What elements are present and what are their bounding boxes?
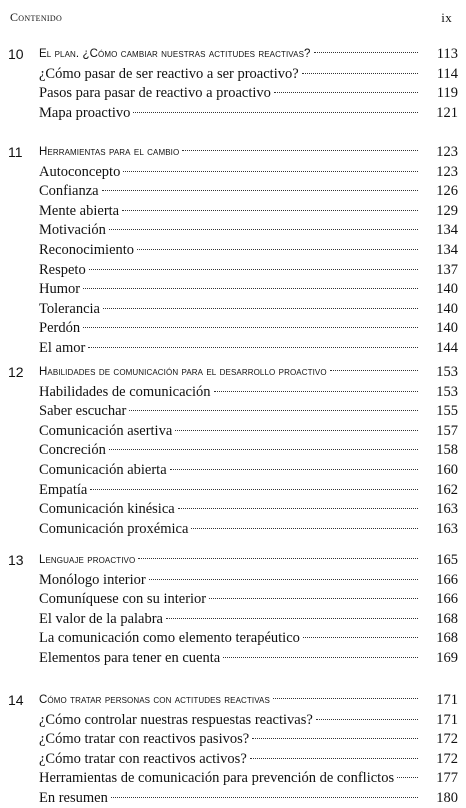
page-ref: 171: [436, 711, 458, 728]
entry-title: Reconocimiento: [39, 242, 135, 258]
dot-leader: [111, 796, 418, 798]
page-ref: 163: [436, 501, 458, 518]
dot-leader: [182, 149, 418, 151]
entry-title: Tolerancia: [39, 300, 100, 317]
entry-row[interactable]: [0, 260, 466, 280]
entry-title: El valor de la palabra: [39, 610, 163, 627]
dot-leader: [250, 757, 418, 759]
entry-row[interactable]: [0, 220, 466, 240]
entry-row[interactable]: [0, 299, 466, 319]
page-ref: 177: [436, 770, 458, 787]
entry-row[interactable]: [0, 240, 466, 260]
entry-row[interactable]: [0, 729, 466, 749]
dot-leader: [316, 718, 418, 720]
dot-leader: [178, 507, 418, 509]
page-ref: 163: [436, 520, 458, 537]
page-ref: 168: [436, 630, 458, 647]
entry-row[interactable]: [0, 460, 466, 480]
entry-title: Monólogo interior: [39, 571, 146, 588]
dot-leader: [109, 228, 418, 230]
page-ref: 121: [436, 104, 458, 121]
entry-row[interactable]: [0, 83, 466, 103]
dot-leader: [191, 527, 418, 529]
entry-title: ¿Cómo pasar de ser reactivo a ser proactivo?: [39, 65, 299, 82]
entry-row[interactable]: [0, 480, 466, 500]
running-head-title: Contenido: [10, 10, 63, 24]
entry-title: Concreción: [39, 442, 106, 459]
dot-leader: [83, 287, 418, 289]
entry-row[interactable]: [0, 103, 466, 123]
chapter-title: Cómo tratar personas con actitudes reactivas: [39, 694, 270, 706]
entry-title: Respeto: [39, 261, 86, 278]
page-ref: 158: [436, 442, 458, 459]
entry-row[interactable]: [0, 181, 466, 201]
entry-row[interactable]: [0, 589, 466, 609]
dot-leader: [273, 697, 418, 699]
dot-leader: [83, 326, 418, 328]
chapter-title: El plan. ¿Cómo cambiar nuestras actitudes reactivas?: [39, 48, 311, 60]
entry-title: ¿Cómo tratar con reactivos activos?: [39, 750, 247, 767]
dot-leader: [109, 448, 418, 450]
dot-leader: [129, 409, 418, 411]
entry-row[interactable]: [0, 162, 466, 182]
entry-row[interactable]: [0, 201, 466, 221]
page-ref: 165: [436, 552, 458, 568]
chapter-number: 12: [8, 364, 24, 380]
dot-leader: [209, 597, 418, 599]
page-ref: 155: [436, 403, 458, 420]
entry-row[interactable]: [0, 570, 466, 590]
entry-row[interactable]: [0, 519, 466, 539]
chapter-number: 11: [8, 144, 23, 160]
page-ref: 160: [436, 462, 458, 478]
entry-title: Mapa proactivo: [39, 104, 131, 121]
entry-title: El amor: [39, 340, 86, 356]
entry-title: Perdón: [39, 320, 81, 337]
page-ref: 171: [436, 692, 458, 708]
page-number: ix: [441, 10, 452, 25]
chapter-row[interactable]: [0, 690, 466, 710]
dot-leader: [138, 557, 418, 559]
page-ref: 126: [436, 183, 458, 200]
dot-leader: [314, 51, 418, 53]
page-ref: 172: [436, 750, 458, 767]
entry-title: En resumen: [39, 790, 108, 806]
chapter-title: Herramientas para el cambio: [39, 146, 180, 158]
page-ref: 153: [436, 364, 458, 380]
page-ref: 144: [436, 340, 458, 356]
chapter-row[interactable]: [0, 362, 466, 382]
page-ref: 140: [436, 320, 458, 337]
dot-leader: [302, 72, 418, 74]
entry-title: Saber escuchar: [39, 403, 127, 420]
entry-row[interactable]: [0, 788, 466, 808]
chapter-number: 13: [8, 552, 24, 568]
entry-title: Comunicación asertiva: [39, 422, 173, 439]
entry-title: Comunicación proxémica: [39, 520, 189, 537]
page-ref: 153: [436, 383, 458, 400]
dot-leader: [397, 776, 418, 778]
entry-title: La comunicación como elemento terapéutico: [39, 630, 300, 647]
dot-leader: [223, 656, 418, 658]
entry-title: Herramientas de comunicación para prevención de conflictos: [39, 770, 395, 787]
dot-leader: [89, 268, 418, 270]
dot-leader: [330, 369, 418, 371]
dot-leader: [175, 429, 418, 431]
dot-leader: [252, 737, 418, 739]
dot-leader: [103, 307, 418, 309]
page-ref: 169: [436, 650, 458, 666]
entry-title: Comuníquese con su interior: [39, 591, 207, 608]
chapter-number: 10: [8, 46, 24, 62]
page-ref: 137: [436, 261, 458, 278]
chapter-title: Lenguaje proactivo: [39, 554, 136, 566]
dot-leader: [170, 468, 418, 470]
entry-row[interactable]: [0, 338, 466, 358]
entry-row[interactable]: [0, 648, 466, 668]
dot-leader: [166, 617, 418, 619]
dot-leader: [102, 189, 418, 191]
entry-row[interactable]: [0, 64, 466, 84]
entry-row[interactable]: [0, 401, 466, 421]
entry-title: Empatía: [39, 481, 88, 498]
entry-title: Comunicación abierta: [39, 462, 167, 478]
entry-row[interactable]: [0, 440, 466, 460]
page-ref: 123: [436, 144, 458, 160]
entry-row[interactable]: [0, 499, 466, 519]
page-ref: 134: [436, 222, 458, 239]
page-ref: 140: [436, 281, 458, 298]
dot-leader: [123, 170, 418, 172]
entry-title: Mente abierta: [39, 202, 120, 219]
entry-row[interactable]: [0, 318, 466, 338]
dot-leader: [90, 488, 418, 490]
chapter-row[interactable]: [0, 44, 466, 64]
page-ref: 114: [436, 65, 458, 82]
entry-row[interactable]: [0, 749, 466, 769]
chapter-row[interactable]: [0, 142, 466, 162]
chapter-title: Habilidades de comunicación para el desarrollo proactivo: [39, 366, 327, 378]
entry-row[interactable]: [0, 710, 466, 730]
dot-leader: [303, 636, 418, 638]
page-ref: 172: [436, 731, 458, 748]
entry-row[interactable]: [0, 609, 466, 629]
page-ref: 119: [436, 85, 458, 102]
dot-leader: [88, 346, 418, 348]
entry-row[interactable]: [0, 279, 466, 299]
dot-leader: [214, 390, 418, 392]
entry-title: Comunicación kinésica: [39, 501, 175, 518]
page-ref: 166: [436, 591, 458, 608]
entry-title: Pasos para pasar de reactivo a proactivo: [39, 85, 271, 102]
entry-title: Elementos para tener en cuenta: [39, 650, 221, 666]
entry-title: ¿Cómo tratar con reactivos pasivos?: [39, 731, 250, 748]
page-ref: 157: [436, 422, 458, 439]
entry-row[interactable]: [0, 628, 466, 648]
page-ref: 162: [436, 481, 458, 498]
page-ref: 166: [436, 571, 458, 588]
entry-row[interactable]: [0, 421, 466, 441]
page-ref: 113: [436, 46, 458, 62]
dot-leader: [133, 111, 418, 113]
page-ref: 180: [436, 790, 458, 806]
chapter-number: 14: [8, 692, 24, 708]
entry-title: Confianza: [39, 183, 99, 200]
entry-row[interactable]: [0, 768, 466, 788]
page-ref: 134: [436, 242, 458, 258]
page-ref: 129: [436, 202, 458, 219]
dot-leader: [137, 248, 418, 250]
entry-title: Habilidades de comunicación: [39, 383, 211, 400]
entry-title: Humor: [39, 281, 81, 298]
dot-leader: [149, 578, 418, 580]
dot-leader: [274, 91, 418, 93]
entry-row[interactable]: [0, 382, 466, 402]
chapter-row[interactable]: [0, 550, 466, 570]
entry-title: Motivación: [39, 222, 106, 239]
entry-title: Autoconcepto: [39, 163, 121, 180]
page-ref: 123: [436, 163, 458, 180]
entry-title: ¿Cómo controlar nuestras respuestas reactivas?: [39, 711, 313, 728]
page-ref: 140: [436, 300, 458, 317]
page-ref: 168: [436, 610, 458, 627]
dot-leader: [122, 209, 418, 211]
